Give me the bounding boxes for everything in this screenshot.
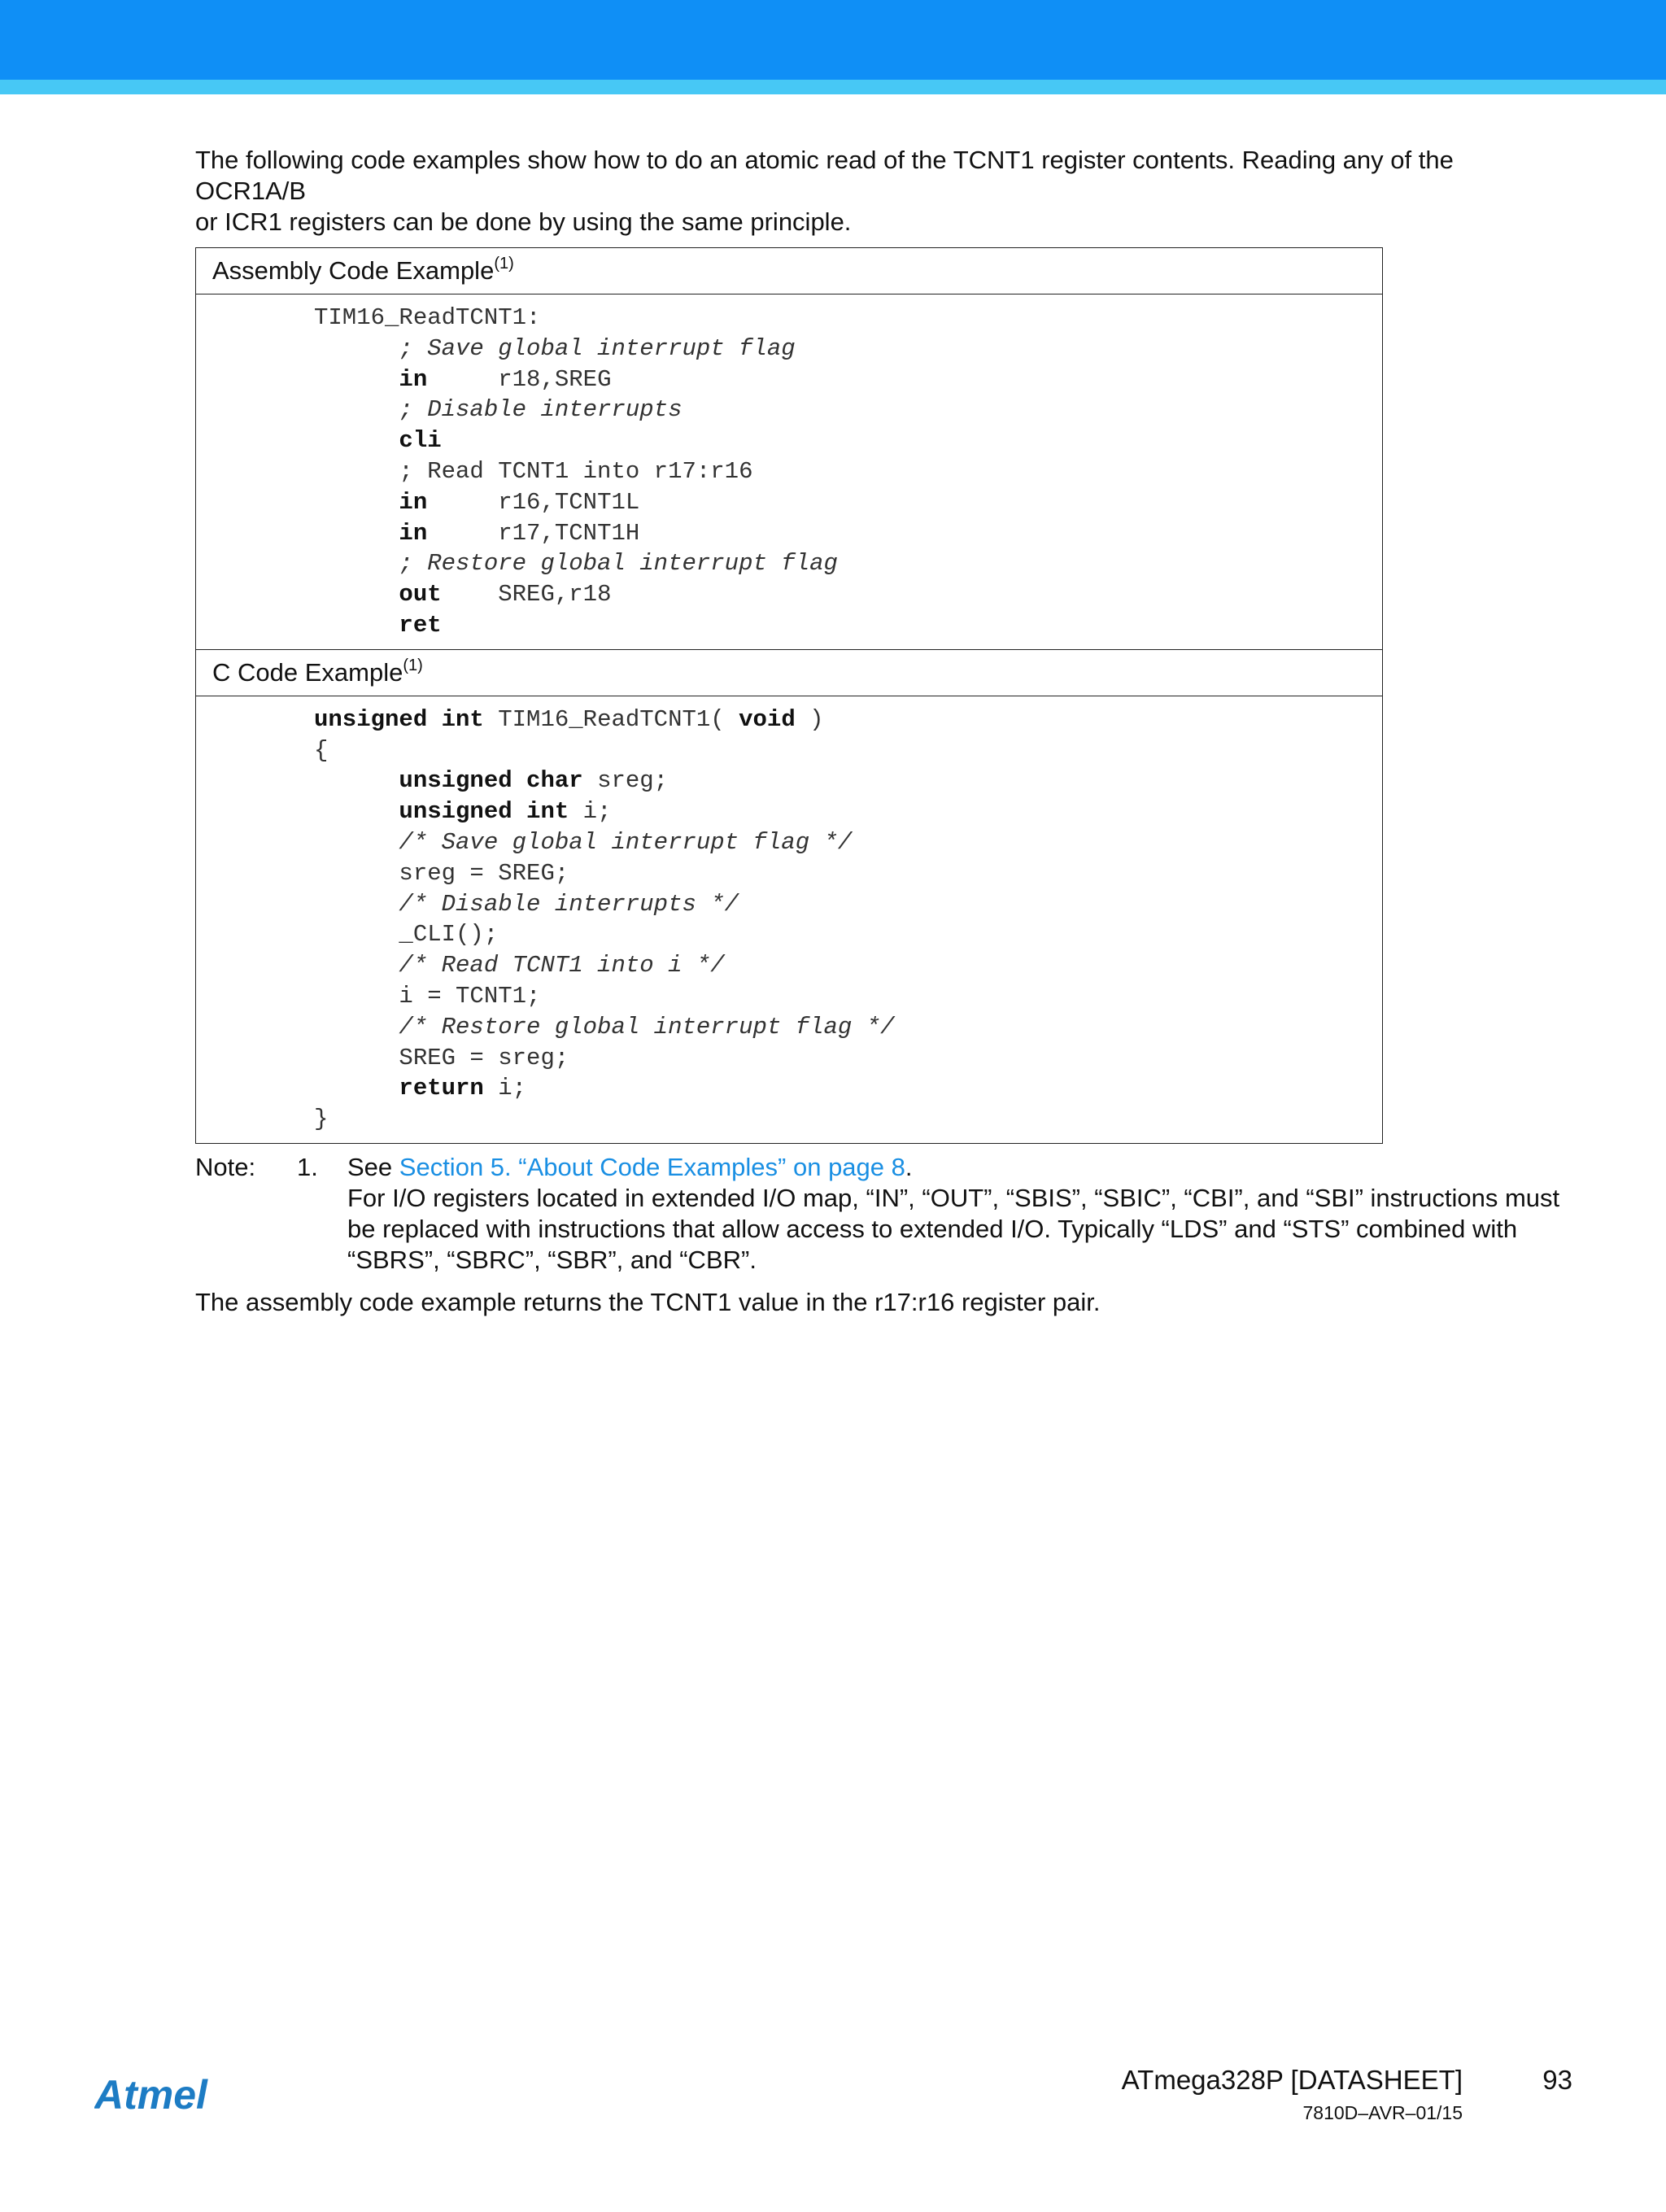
code-text: ) <box>795 705 824 733</box>
code-text: TIM16_ReadTCNT1( <box>483 705 739 733</box>
c-code-block <box>196 696 1382 1143</box>
code-text: { <box>314 736 329 764</box>
assembly-code-block <box>196 294 1382 649</box>
c-code-line <box>314 829 852 856</box>
footer-title: ATmega328P [DATASHEET] <box>1121 2065 1463 2095</box>
code-example-table <box>195 247 1383 1144</box>
note-see-suffix: . <box>905 1152 913 1181</box>
c-code-line <box>314 1045 569 1071</box>
note-see-line <box>347 1152 1570 1183</box>
c-footnote-ref: (1) <box>403 656 423 674</box>
closing-paragraph: The assembly code example returns the TCNT1 value in the r17:r16 register pair. <box>195 1287 1101 1316</box>
c-code-line <box>314 891 739 918</box>
code-text: i = TCNT1; <box>399 982 541 1010</box>
assembly-code-line <box>314 612 442 639</box>
c-code-line <box>314 706 824 733</box>
doc-id: 7810D–AVR–01/15 <box>1302 2102 1463 2123</box>
page-content <box>195 145 1570 1318</box>
header-band <box>0 0 1666 80</box>
logo-wordmark: Atmel <box>94 2072 207 2118</box>
assembly-code-line <box>314 427 442 454</box>
code-text: sreg = SREG; <box>399 859 569 887</box>
code-comment: ; Restore global interrupt flag <box>399 550 838 578</box>
code-comment: /* Disable interrupts */ <box>399 890 739 918</box>
code-keyword: in <box>399 365 428 393</box>
c-code-line <box>314 1075 526 1102</box>
intro-line-1: The following code examples show how to do an atomic read of the TCNT1 register contents. Reading any of the OCR1A/B <box>195 146 1454 205</box>
note-label: Note: <box>195 1152 256 1181</box>
c-code-line <box>314 767 668 794</box>
assembly-code-line <box>314 458 753 485</box>
code-comment: /* Read TCNT1 into i */ <box>399 952 725 979</box>
code-text: SREG = sreg; <box>399 1044 569 1071</box>
assembly-code-line <box>314 335 796 362</box>
code-text: _CLI(); <box>399 921 499 949</box>
assembly-code-line <box>314 520 639 547</box>
assembly-code-line <box>314 550 838 577</box>
code-comment: ; Save global interrupt flag <box>399 334 796 362</box>
code-text: i; <box>483 1075 527 1102</box>
code-comment: ; Disable interrupts <box>399 396 683 424</box>
code-text: } <box>314 1106 329 1133</box>
assembly-code-line <box>314 581 611 608</box>
code-keyword: ret <box>399 611 442 639</box>
code-keyword: return <box>399 1075 484 1102</box>
code-text: TIM16_ReadTCNT1: <box>314 304 541 331</box>
assembly-code-line <box>314 304 540 331</box>
code-text: ; Read TCNT1 into r17:r16 <box>399 457 753 485</box>
code-comment: /* Restore global interrupt flag */ <box>399 1013 895 1041</box>
assembly-code-line <box>314 396 682 423</box>
c-code-cell <box>196 696 1383 1143</box>
code-text: r18,SREG <box>427 365 612 393</box>
assembly-header: Assembly Code Example <box>212 256 495 285</box>
header-stripe <box>0 80 1666 94</box>
page-number: 93 <box>1542 2065 1572 2095</box>
code-comment: /* Save global interrupt flag */ <box>399 828 853 856</box>
note-line-3: “SBRS”, “SBRC”, “SBR”, and “CBR”. <box>347 1245 757 1274</box>
c-code-line <box>314 1106 328 1132</box>
assembly-footnote-ref: (1) <box>494 255 514 273</box>
code-keyword: cli <box>399 427 442 455</box>
c-header: C Code Example <box>212 657 403 687</box>
code-keyword: void <box>739 705 796 733</box>
note-line-1: For I/O registers located in extended I/O map, “IN”, “OUT”, “SBIS”, “SBIC”, “CBI”, and “SBI” instructions must <box>347 1183 1560 1212</box>
code-keyword: unsigned int <box>314 705 484 733</box>
atmel-logo <box>94 2070 241 2118</box>
c-code-line <box>314 798 611 825</box>
code-keyword: in <box>399 519 428 547</box>
c-code-line <box>314 860 569 887</box>
note-body <box>347 1152 1570 1276</box>
code-text: sreg; <box>582 767 669 795</box>
note-number: 1. <box>297 1152 318 1181</box>
code-keyword: unsigned int <box>399 798 569 826</box>
note-line-2: be replaced with instructions that allow access to extended I/O. Typically “LDS” and “STS” combined with <box>347 1214 1518 1243</box>
assembly-code-cell <box>196 294 1383 650</box>
note-see-prefix: See <box>347 1152 399 1181</box>
assembly-code-line <box>314 366 611 393</box>
code-text: i; <box>569 798 612 826</box>
code-examples-link[interactable]: Section 5. “About Code Examples” on page 8 <box>399 1152 905 1181</box>
c-code-line <box>314 1014 895 1041</box>
c-code-line <box>314 737 328 764</box>
code-keyword: unsigned char <box>399 767 583 795</box>
note <box>195 1152 1570 1276</box>
intro-paragraph <box>195 145 1570 238</box>
c-code-line <box>314 952 725 979</box>
intro-line-2: or ICR1 registers can be done by using the same principle. <box>195 207 852 236</box>
c-code-line <box>314 983 540 1010</box>
code-keyword: in <box>399 488 428 516</box>
c-code-line <box>314 921 498 948</box>
assembly-code-line <box>314 489 639 516</box>
code-keyword: out <box>399 581 442 609</box>
code-text: SREG,r18 <box>441 581 612 609</box>
code-text: r16,TCNT1L <box>427 488 640 516</box>
code-text: r17,TCNT1H <box>427 519 640 547</box>
c-header-cell <box>196 649 1383 696</box>
assembly-header-cell <box>196 248 1383 294</box>
